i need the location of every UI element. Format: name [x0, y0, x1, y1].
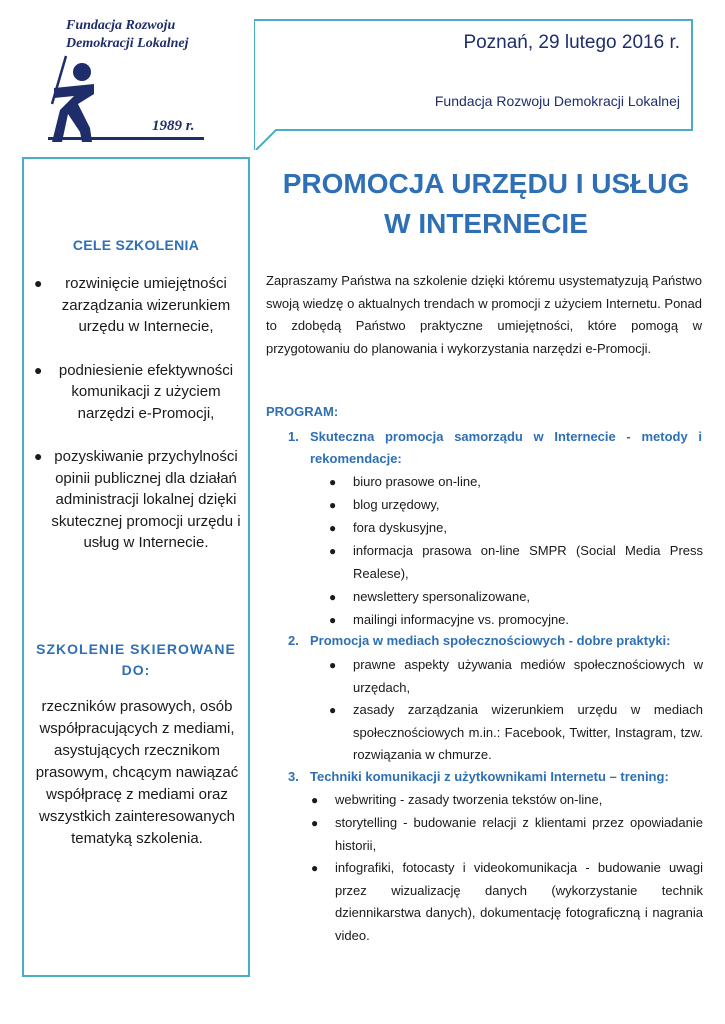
program-item-text: newslettery spersonalizowane,	[353, 589, 531, 604]
goal-item	[30, 360, 244, 425]
section-number: 2.	[288, 633, 299, 648]
bullet-icon: ●	[329, 590, 337, 604]
goal-text: podniesienie efektywności komunikacji z użyciem narzędzi e-Promocji,	[58, 361, 234, 422]
bullet-icon: ●	[329, 498, 337, 512]
target-audience-text: rzeczników prasowych, osób współpracujących z mediami, asystujących rzecznikom prasowym, chcącym nawiązać współpracę z mediami oraz wszystkich zainteresowanych tematyką szkolenia.	[35, 698, 239, 847]
bullet-icon: ●	[311, 861, 319, 875]
program-item-text: biuro prasowe on-line,	[353, 474, 481, 489]
program-item-text: storytelling - budowanie relacji z klientami przez opowiadanie historii,	[335, 815, 703, 853]
program-item	[329, 699, 703, 767]
section-number: 1.	[288, 429, 299, 444]
running-figure-icon	[48, 52, 108, 144]
sidebar	[22, 157, 250, 977]
program-item-text: mailingi informacyjne vs. promocyjne.	[353, 612, 570, 627]
program-item-text: informacja prasowa on-line SMPR (Social Media Press Realese),	[353, 543, 703, 581]
section-title-text: Promocja w mediach społecznościowych - dobre praktyki:	[310, 633, 671, 648]
program-item	[311, 857, 703, 947]
intro-paragraph: Zapraszamy Państwa na szkolenie dzięki któremu usystematyzują Państwo swoją wiedzę o aktualnych trendach w promocji z użyciem Internetu. Ponad to zdobędą Państwo praktyczne umiejętności, które pomogą w przygotowaniu do planowania i wykorzystania narzędzi e-Promocji.	[266, 273, 702, 356]
document-date: Poznań, 29 lutego 2016 r.	[463, 32, 680, 53]
program-item-text: zasady zarządzania wizerunkiem urzędu w mediach społecznościowych m.in.: Facebook, Twitter, Instagram, tzw. rozwiązania w chmurze.	[353, 702, 703, 762]
title-line1: PROMOCJA URZĘDU I USŁUG	[282, 168, 690, 199]
header-organization: Fundacja Rozwoju Demokracji Lokalnej	[434, 93, 680, 109]
program-item	[329, 586, 703, 609]
section-title-text: Techniki komunikacji z użytkownikami Internetu – trening:	[310, 769, 669, 784]
goal-text: rozwinięcie umiejętności zarządzania wizerunkiem urzędu w Internecie,	[61, 275, 231, 335]
program-item	[311, 812, 703, 857]
bullet-icon: ●	[311, 793, 319, 807]
header-box	[254, 18, 694, 148]
program-item	[329, 654, 703, 699]
program-item	[329, 540, 703, 585]
bullet-icon: ●	[34, 361, 43, 378]
program-label: PROGRAM:	[266, 404, 339, 419]
program-item	[329, 494, 703, 517]
bullet-icon: ●	[329, 521, 337, 535]
goal-item	[30, 446, 244, 554]
bullet-icon: ●	[329, 658, 337, 672]
bullet-icon: ●	[329, 475, 337, 489]
bullet-icon: ●	[34, 448, 43, 464]
goals-list	[30, 273, 244, 576]
program-item	[329, 471, 703, 494]
program-item	[329, 609, 703, 632]
bullet-icon: ●	[311, 816, 319, 830]
program-item-text: infografiki, fotocasty i videokomunikacja - budowanie uwagi przez wizualizację danych (wykorzystanie technik dziennikarstwa danych), dokumentację fotograficzną i nagrania video.	[335, 860, 703, 943]
logo-rule	[48, 137, 204, 140]
logo-year: 1989 r.	[152, 118, 195, 134]
program-item-text: webwriting - zasady tworzenia tekstów on-line,	[335, 792, 603, 807]
target-audience-title: SZKOLENIE SKIEROWANE DO:	[36, 641, 236, 678]
program-section-title	[288, 630, 702, 652]
program-section-title	[288, 426, 702, 470]
program-item-text: prawne aspekty używania mediów społecznościowych w urzędach,	[353, 657, 703, 695]
program-item-text: fora dyskusyjne,	[353, 520, 447, 535]
section-title-text: Skuteczna promocja samorządu w Internecie - metody i rekomendacje:	[310, 429, 702, 466]
section-number: 3.	[288, 769, 299, 784]
goal-item	[30, 273, 244, 338]
title-line2: W INTERNECIE	[384, 208, 588, 239]
bullet-icon: ●	[329, 613, 337, 627]
logo-org-line1: Fundacja Rozwoju	[66, 18, 176, 33]
program-section-title	[288, 766, 702, 788]
bullet-icon: ●	[34, 275, 43, 291]
program-item	[311, 789, 703, 812]
goal-text: pozyskiwanie przychylności opinii publicznej dla działań administracji lokalnej dzięki skutecznej promocji urzędu i usług w Internecie.	[51, 448, 241, 551]
program-item	[329, 517, 703, 540]
logo-org-line2: Demokracji Lokalnej	[66, 36, 189, 51]
page-title	[262, 164, 710, 244]
foundation-logo	[48, 14, 213, 144]
bullet-icon: ●	[329, 544, 337, 558]
goals-title: CELE SZKOLENIA	[72, 237, 200, 253]
program-item-text: blog urzędowy,	[353, 497, 440, 512]
bullet-icon: ●	[329, 703, 337, 717]
